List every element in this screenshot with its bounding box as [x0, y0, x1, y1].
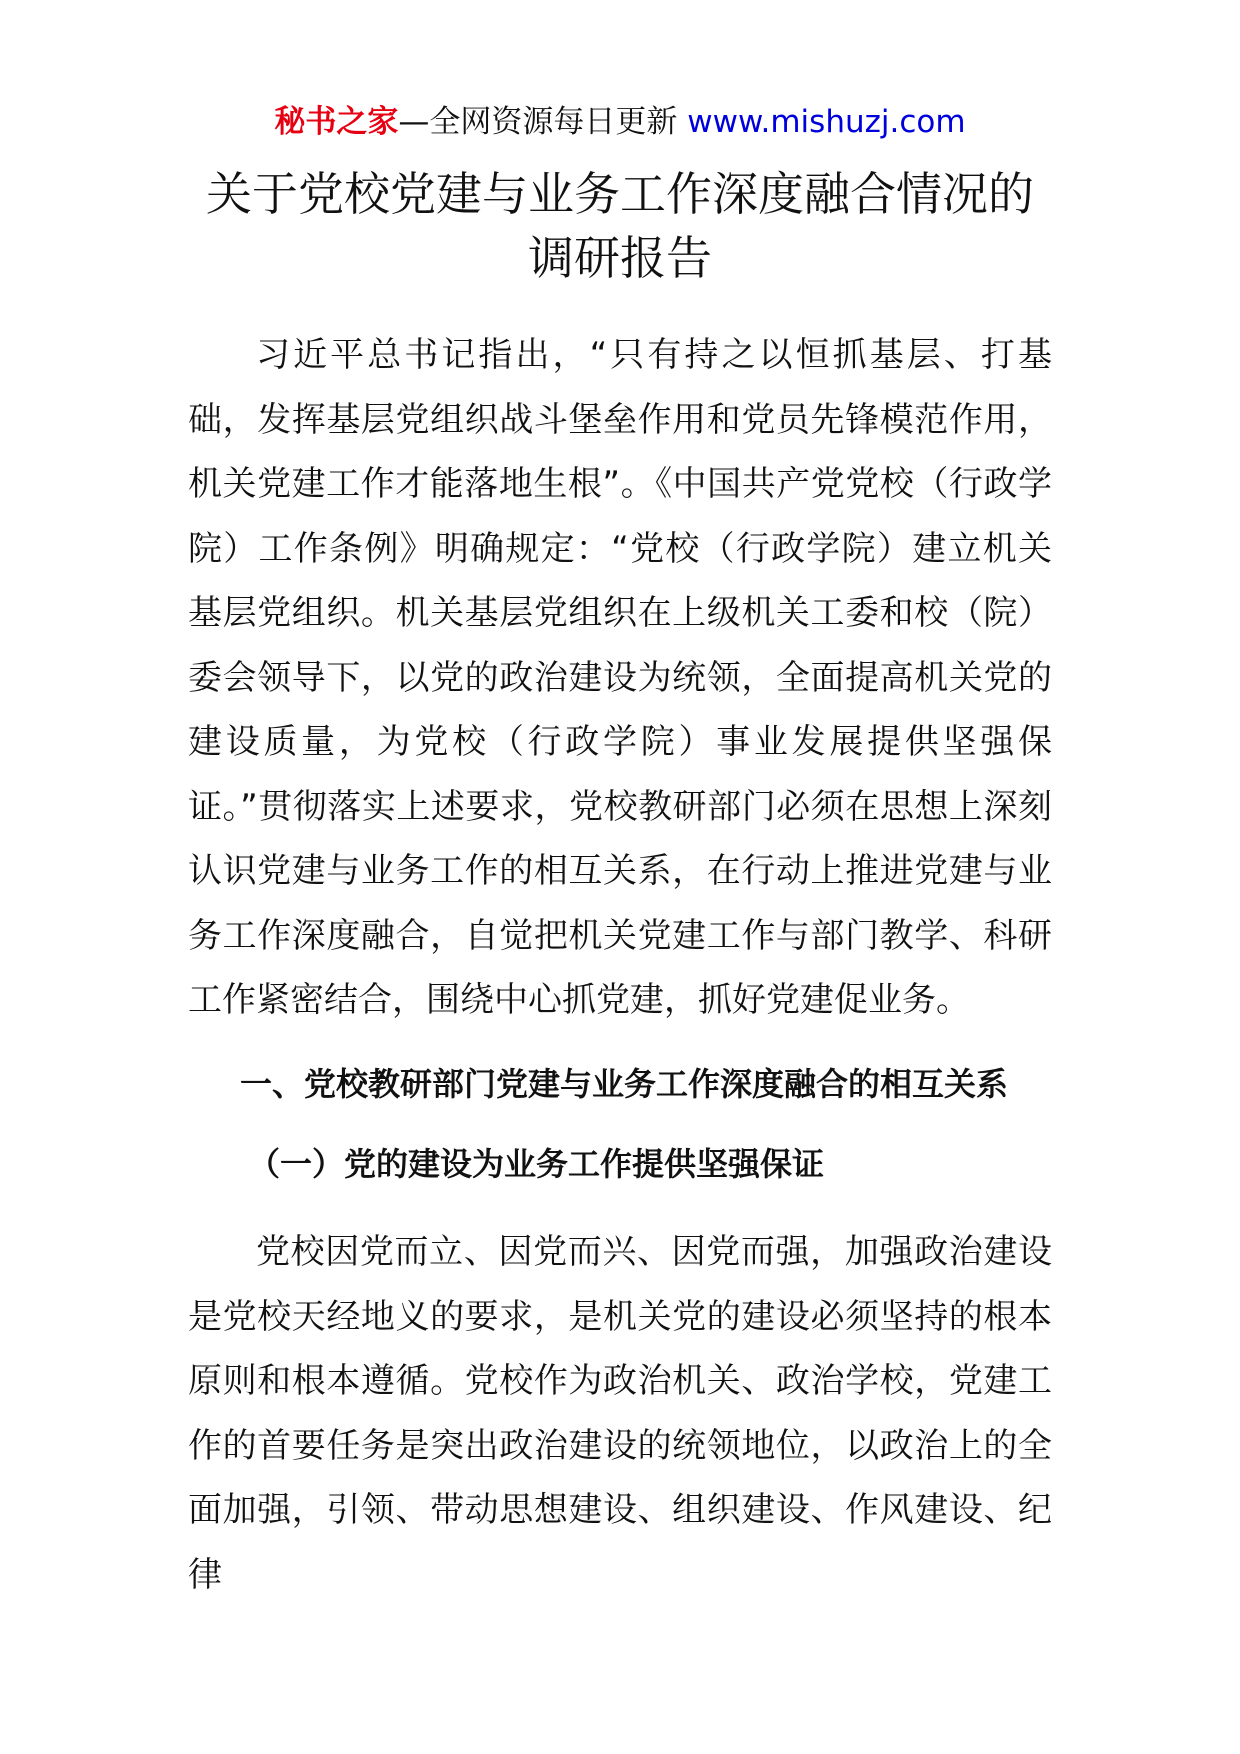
site-header: [0, 100, 1240, 144]
title-line-1: 关于党校党建与业务工作深度融合情况的: [206, 167, 1034, 221]
site-brand: 秘书之家: [274, 104, 399, 140]
document-title: [160, 162, 1080, 290]
title-line-2: 调研报告: [528, 231, 712, 285]
paragraph-intro: 习近平总书记指出，“只有持之以恒抓基层、打基础，发挥基层党组织战斗堡垒作用和党员先锋模范作用，机关党建工作才能落地生根”。《中国共产党党校（行政学院）工作条例》明确规定：“党校（行政学院）建立机关基层党组织。机关基层党组织在上级机关工委和校（院）委会领导下，以党的政治建设为统领，全面提高机关党的建设质量，为党校（行政学院）事业发展提供坚强保证。”贯彻落实上述要求，党校教研部门必须在思想上深刻认识党建与业务工作的相互关系，在行动上推进党建与业务工作深度融合，自觉把机关党建工作与部门教学、科研工作紧密结合，围绕中心抓党建，抓好党建促业务。: [188, 335, 1052, 1020]
site-slogan: —全网资源每日更新: [398, 104, 678, 140]
paragraph-subsection-1: 党校因党而立、因党而兴、因党而强，加强政治建设是党校天经地义的要求，是机关党的建设必须坚持的根本原则和根本遵循。党校作为政治机关、政治学校，党建工作的首要任务是突出政治建设的统领地位，以政治上的全面加强，引领、带动思想建设、组织建设、作风建设、纪律: [188, 1232, 1052, 1595]
section-heading-1: 一、党校教研部门党建与业务工作深度融合的相互关系: [240, 1065, 1009, 1103]
site-url-link[interactable]: www.mishuzj.com: [687, 104, 966, 140]
subsection-heading-1: （一）党的建设为业务工作提供坚强保证: [248, 1145, 825, 1183]
